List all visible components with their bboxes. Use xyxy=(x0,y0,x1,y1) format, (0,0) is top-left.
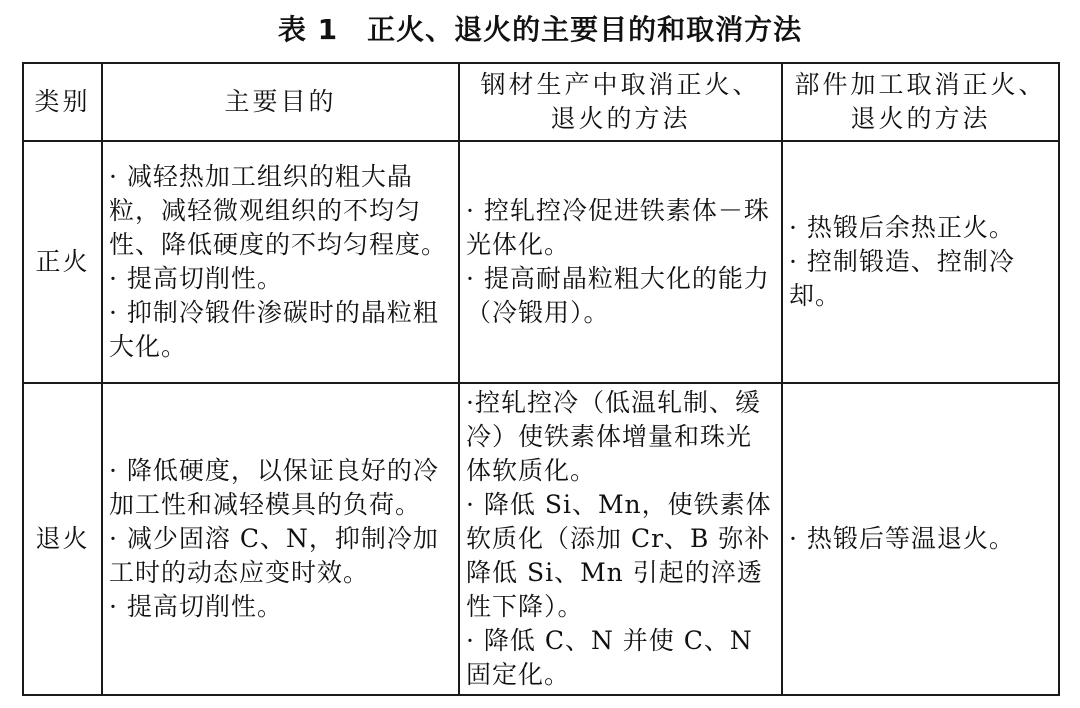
category-cell: 退火 xyxy=(23,383,102,695)
list-item: · 抑制冷锻件渗碳时的晶粒粗大化。 xyxy=(109,298,439,361)
list-item: · 降低 Si、Mn，使铁素体软质化（添加 Cr、B 弥补降低 Si、Mn 引起的淬透性下降）。 xyxy=(466,490,772,621)
category-cell: 正火 xyxy=(23,141,102,383)
list-item: · 减少固溶 C、N，抑制冷加工时的动态应变时效。 xyxy=(109,524,439,587)
header-part-method: 部件加工取消正火、退火的方法 xyxy=(782,63,1059,141)
part-method-cell xyxy=(782,383,1059,695)
steel-method-cell xyxy=(459,141,782,383)
table-row xyxy=(23,383,1059,695)
list-item: ·控轧控冷（低温轧制、缓冷）使铁素体增量和珠光体软质化。 xyxy=(466,388,761,485)
list-item: · 热锻后余热正火。 xyxy=(789,213,1015,242)
list-item: · 控制锻造、控制冷却。 xyxy=(789,247,1015,310)
list-item: · 减轻热加工组织的粗大晶粒，减轻微观组织的不均匀性、降低硬度的不均匀程度。 xyxy=(109,162,448,259)
purpose-cell xyxy=(102,141,459,383)
comparison-table xyxy=(22,62,1060,696)
header-steel-method: 钢材生产中取消正火、退火的方法 xyxy=(459,63,782,141)
steel-method-cell xyxy=(459,383,782,695)
list-item: · 降低 C、N 并使 C、N 固定化。 xyxy=(466,626,753,689)
list-item: · 热锻后等温退火。 xyxy=(789,524,1015,553)
list-item: · 提高耐晶粒粗大化的能力（冷锻用）。 xyxy=(466,264,770,327)
list-item: · 控轧控冷促进铁素体－珠光体化。 xyxy=(466,196,770,259)
header-category: 类别 xyxy=(23,63,102,141)
header-purpose: 主要目的 xyxy=(102,63,459,141)
list-item: · 降低硬度，以保证良好的冷加工性和减轻模具的负荷。 xyxy=(109,456,439,519)
purpose-cell xyxy=(102,383,459,695)
part-method-cell xyxy=(782,141,1059,383)
table-row xyxy=(23,141,1059,383)
table-title: 表 1 正火、退火的主要目的和取消方法 xyxy=(277,13,803,46)
list-item: · 提高切削性。 xyxy=(109,264,283,293)
list-item: · 提高切削性。 xyxy=(109,592,283,621)
table-header-row xyxy=(23,63,1059,141)
